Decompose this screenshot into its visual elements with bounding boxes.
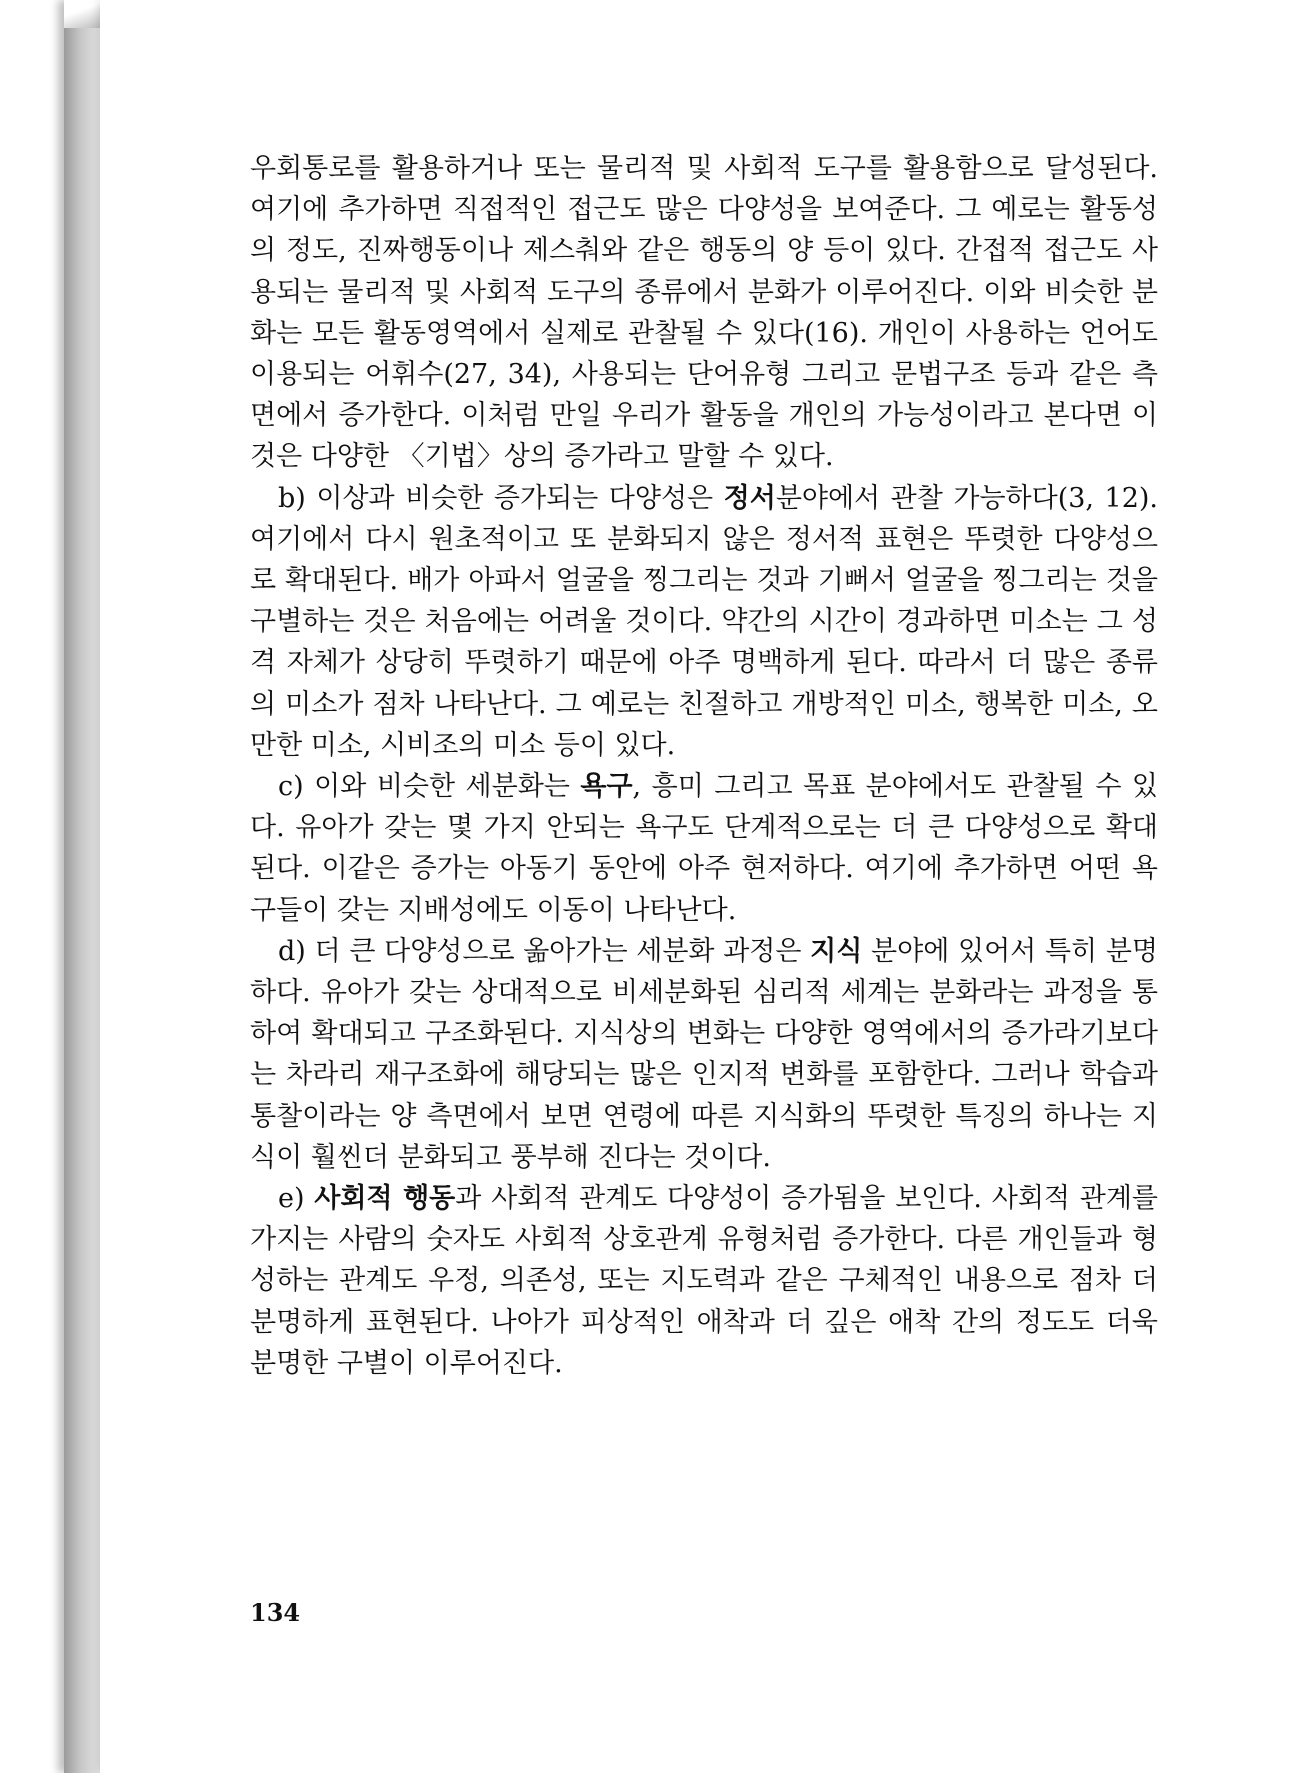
paragraph-continuation	[250, 148, 1158, 478]
paragraph-b	[250, 478, 1158, 766]
page-corner	[64, 0, 100, 28]
body-text	[250, 148, 1158, 1384]
paragraph-text: 더 큰 다양성으로 옮아가는 세분화 과정은	[314, 935, 811, 967]
paragraph-text-rest: 분야에서 관찰 가능하다(3, 12). 여기에서 다시 원초적이고 또 분화되지 않은 정서적 표현은 뚜렷한 다양성으로 확대된다. 배가 아파서 얼굴을 찡그리는 것과 기뻐서 얼굴을 찡그리는 것을 구별하는 것은 처음에는 어려울 것이다. 약간의 시간이 경과하면 미소는 그 성격 자체가 상당히 뚜렷하기 때문에 아주 명백하게 된다. 따라서 더 많은 종류의 미소가 점차 나타난다. 그 예로는 친절하고 개방적인 미소, 행복한 미소, 오만한 미소, 시비조의 미소 등이 있다.	[250, 482, 1158, 761]
paragraph-lead: e)	[278, 1183, 315, 1215]
paragraph-text: 우회통로를 활용하거나 또는 물리적 및 사회적 도구를 활용함으로 달성된다. 여기에 추가하면 직접적인 접근도 많은 다양성을 보여준다. 그 예로는 활동성의 정도, 진짜행동이나 제스춰와 같은 행동의 양 등이 있다. 간접적 접근도 사용되는 물리적 및 사회적 도구의 종류에서 분화가 이루어진다. 이와 비슷한 분화는 모든 활동영역에서 실제로 관찰될 수 있다(16). 개인이 사용하는 언어도 이용되는 어휘수(27, 34), 사용되는 단어유형 그리고 문법구조 등과 같은 측면에서 증가한다. 이처럼 만일 우리가 활동을 개인의 가능성이라고 본다면 이것은 다양한 〈기법〉상의 증가라고 말할 수 있다.	[250, 153, 1158, 473]
paragraph-c	[250, 766, 1158, 931]
paragraph-text-rest: 과 사회적 관계도 다양성이 증가됨을 보인다. 사회적 관계를 가지는 사람의 숫자도 사회적 상호관계 유형처럼 증가한다. 다른 개인들과 형성하는 관계도 우정, 의존성, 또는 지도력과 같은 구체적인 내용으로 점차 더 분명하게 표현된다. 나아가 피상적인 애착과 더 깊은 애착 간의 정도도 더욱 분명한 구별이 이루어진다.	[250, 1183, 1158, 1379]
paragraph-keyword: 사회적 행동	[314, 1183, 456, 1215]
paragraph-e	[250, 1178, 1158, 1384]
paragraph-lead: b)	[278, 482, 317, 514]
paragraph-text: 이상과 비슷한 증가되는 다양성은	[316, 482, 724, 514]
book-spine	[64, 0, 100, 1773]
paragraph-keyword: 욕구	[580, 771, 633, 803]
paragraph-text-rest: 분야에 있어서 특히 분명하다. 유아가 갖는 상대적으로 비세분화된 심리적 세계는 분화라는 과정을 통하여 확대되고 구조화된다. 지식상의 변화는 다양한 영역에서의 증가라기보다는 차라리 재구조화에 해당되는 많은 인지적 변화를 포함한다. 그러나 학습과 통찰이라는 양 측면에서 보면 연령에 따른 지식화의 뚜렷한 특징의 하나는 지식이 훨씬더 분화되고 풍부해 진다는 것이다.	[250, 935, 1158, 1173]
paragraph-keyword: 지식	[810, 935, 863, 967]
paragraph-keyword: 정서	[723, 482, 776, 514]
page-number: 134	[250, 1598, 301, 1627]
paragraph-lead: c)	[278, 771, 315, 803]
paragraph-text: 이와 비슷한 세분화는	[314, 771, 581, 803]
paragraph-lead: d)	[278, 935, 315, 967]
paragraph-d	[250, 931, 1158, 1178]
paragraph-text-rest: , 흥미 그리고 목표 분야에서도 관찰될 수 있다. 유아가 갖는 몇 가지 안되는 욕구도 단계적으로는 더 큰 다양성으로 확대된다. 이같은 증가는 아동기 동안에 아주 현저하다. 여기에 추가하면 어떤 욕구들이 갖는 지배성에도 이동이 나타난다.	[250, 771, 1158, 926]
